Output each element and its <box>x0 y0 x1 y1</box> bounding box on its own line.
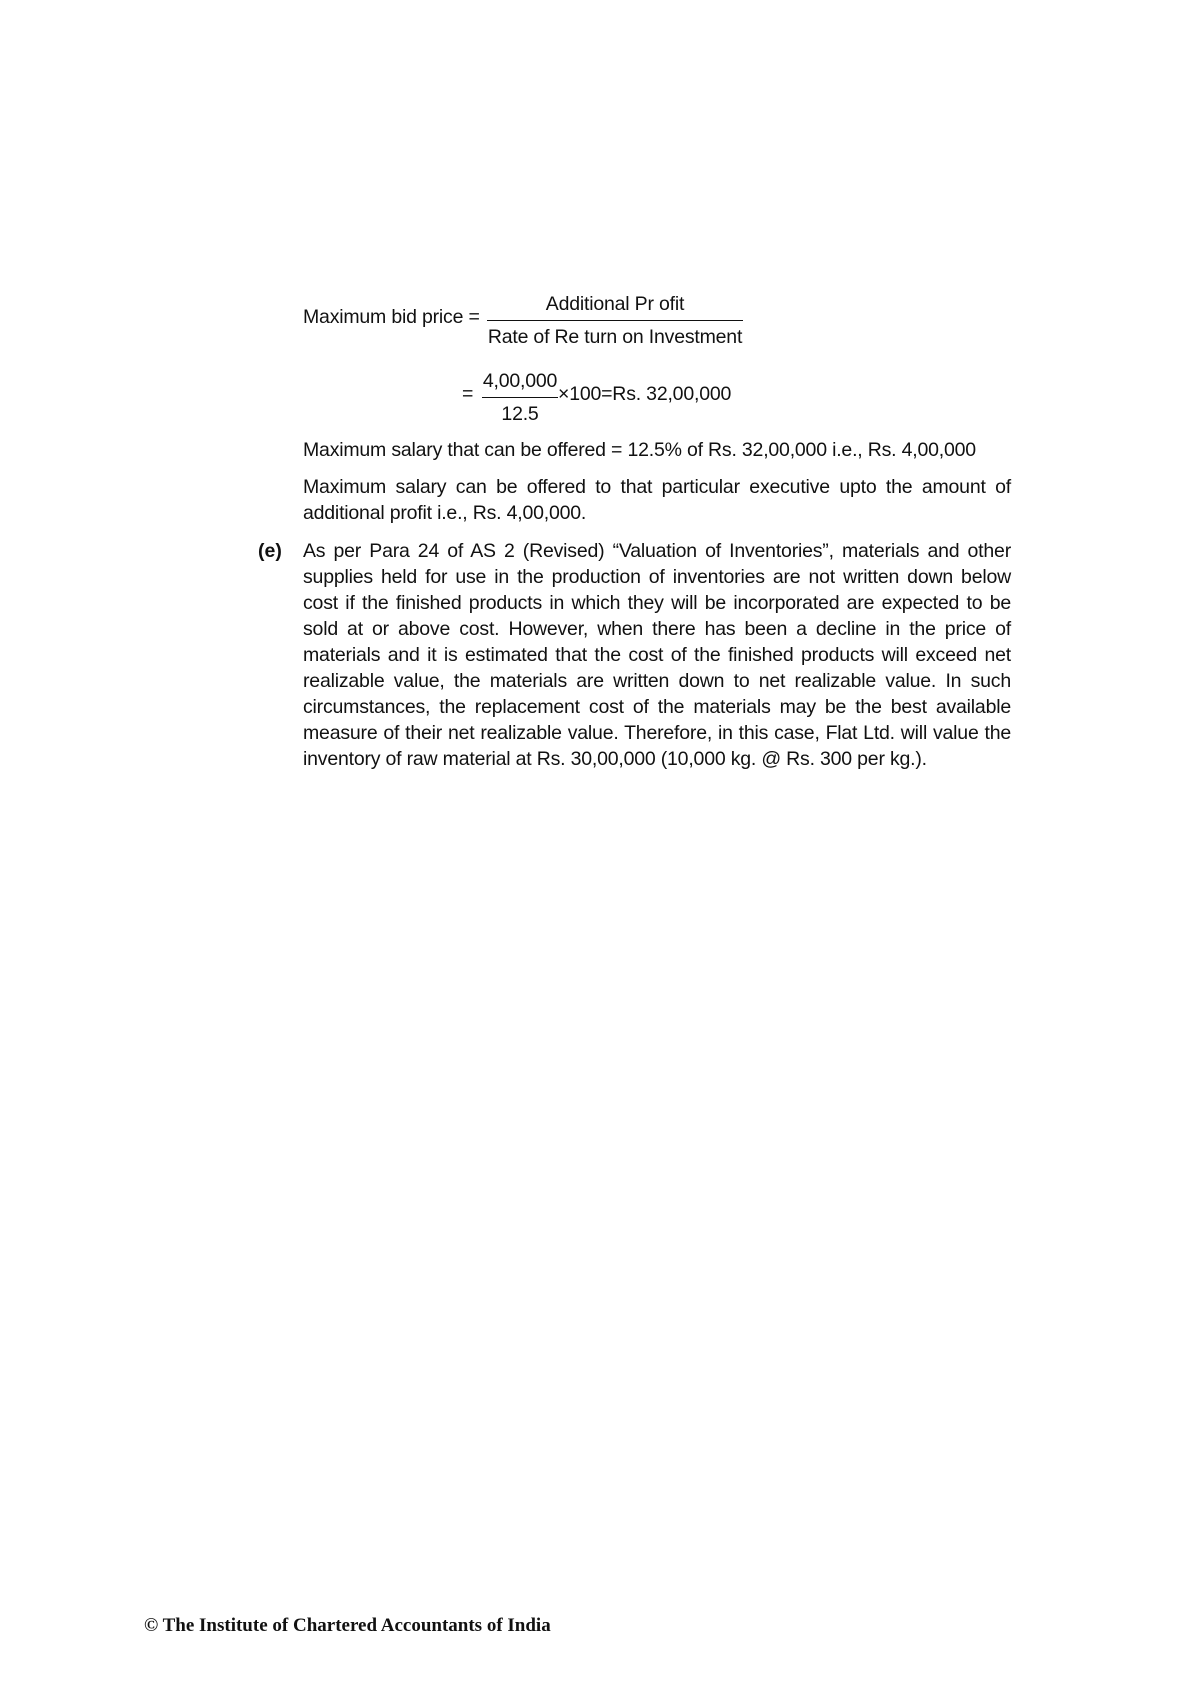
calc-fraction <box>482 367 558 428</box>
salary-upto-paragraph: Maximum salary can be offered to that particular executive upto the amount of additional profit i.e., Rs. 4,00,000. <box>303 476 1011 524</box>
fraction-denominator: 12.5 <box>501 403 539 425</box>
fraction-numerator: 4,00,000 <box>482 370 558 392</box>
fraction-denominator: Rate of Re turn on Investment <box>487 326 743 348</box>
bid-price-label: Maximum bid price = <box>303 306 480 328</box>
calc-result: ×100=Rs. 32,00,000 <box>558 383 732 405</box>
fraction-bar <box>482 397 558 398</box>
footer-copyright: © The Institute of Chartered Accountants of India <box>144 1615 551 1636</box>
max-salary-paragraph: Maximum salary that can be offered = 12.5% of Rs. 32,00,000 i.e., Rs. 4,00,000 <box>303 439 976 461</box>
fraction-bar <box>487 320 743 321</box>
item-e-paragraph: As per Para 24 of AS 2 (Revised) “Valuation of Inventories”, materials and other supplies held for use in the production of inventories are not written down below cost if the finished products in which they will be incorporated are expected to be sold at or above cost. However, when there has been a decline in the price of materials and it is estimated that the cost of the finished products will exceed net realizable value, the materials are written down to net realizable value. In such circumstances, the replacement cost of the materials may be the best available measure of their net realizable value. Therefore, in this case, Flat Ltd. will value the inventory of raw material at Rs. 30,00,000 (10,000 kg. @ Rs. 300 per kg.). <box>303 540 1011 770</box>
calc-equals-sign: = <box>462 383 474 405</box>
bid-price-fraction <box>487 290 743 351</box>
item-e-label: (e) <box>258 540 282 562</box>
fraction-numerator: Additional Pr ofit <box>545 293 685 315</box>
